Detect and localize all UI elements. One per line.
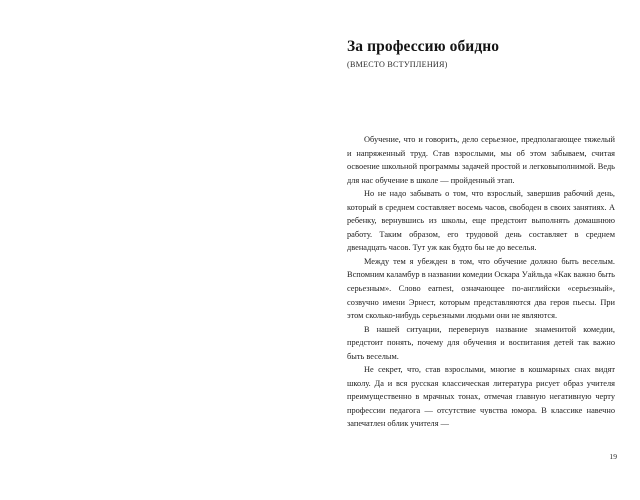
page-title: За профессию обидно [347,38,500,55]
body-paragraph: Обучение, что и говорить, дело серьезное, предполагающее тяжелый и напряженный труд. Став взрослыми, мы об этом забываем, считая освоение школьной программы задачей простой и легковыполнимой. Ведь для нас обучение в школе — пройденный этап. [347,135,615,185]
body-paragraph: Не секрет, что, став взрослыми, многие в кошмарных снах видят школу. Да и вся русская классическая литература рисует образ учителя преимущественно в мрачных тонах, отмечая главную негативную черту профессии педагога — отсутствие чувства юмора. В классике навечно запечатлен облик учителя — [347,365,615,429]
chapter-heading-block [347,38,615,70]
body-paragraph: Но не надо забывать о том, что взрослый, завершив рабочий день, который в среднем составляет восемь часов, свободен в своих занятиях. А ребенку, вернувшись из школы, еще предстоит выполнять домашнюю работу. Таким образом, его трудовой день составляет в среднем двенадцать часов. Тут уж как будто бы не до веселья. [347,189,615,253]
chapter-subtitle: (ВМЕСТО ВСТУПЛЕНИЯ) [347,59,448,69]
body-text-column [347,133,615,431]
body-paragraph: Между тем я убежден в том, что обучение должно быть веселым. Вспомним каламбур в названии комедии Оскара Уайльда «Как важно быть серьезным». Слово earnest, означающее по-английски «серьезный», созвучно имени Эрнест, которым представляются два героя пьесы. При этом сколько-нибудь серьезными людьми они не являются. [347,256,615,321]
page-number: 19 [609,452,617,461]
body-paragraph: В нашей ситуации, перевернув название знаменитой комедии, предстоит понять, почему для обучения и воспитания детей так важно быть веселым. [347,324,615,361]
